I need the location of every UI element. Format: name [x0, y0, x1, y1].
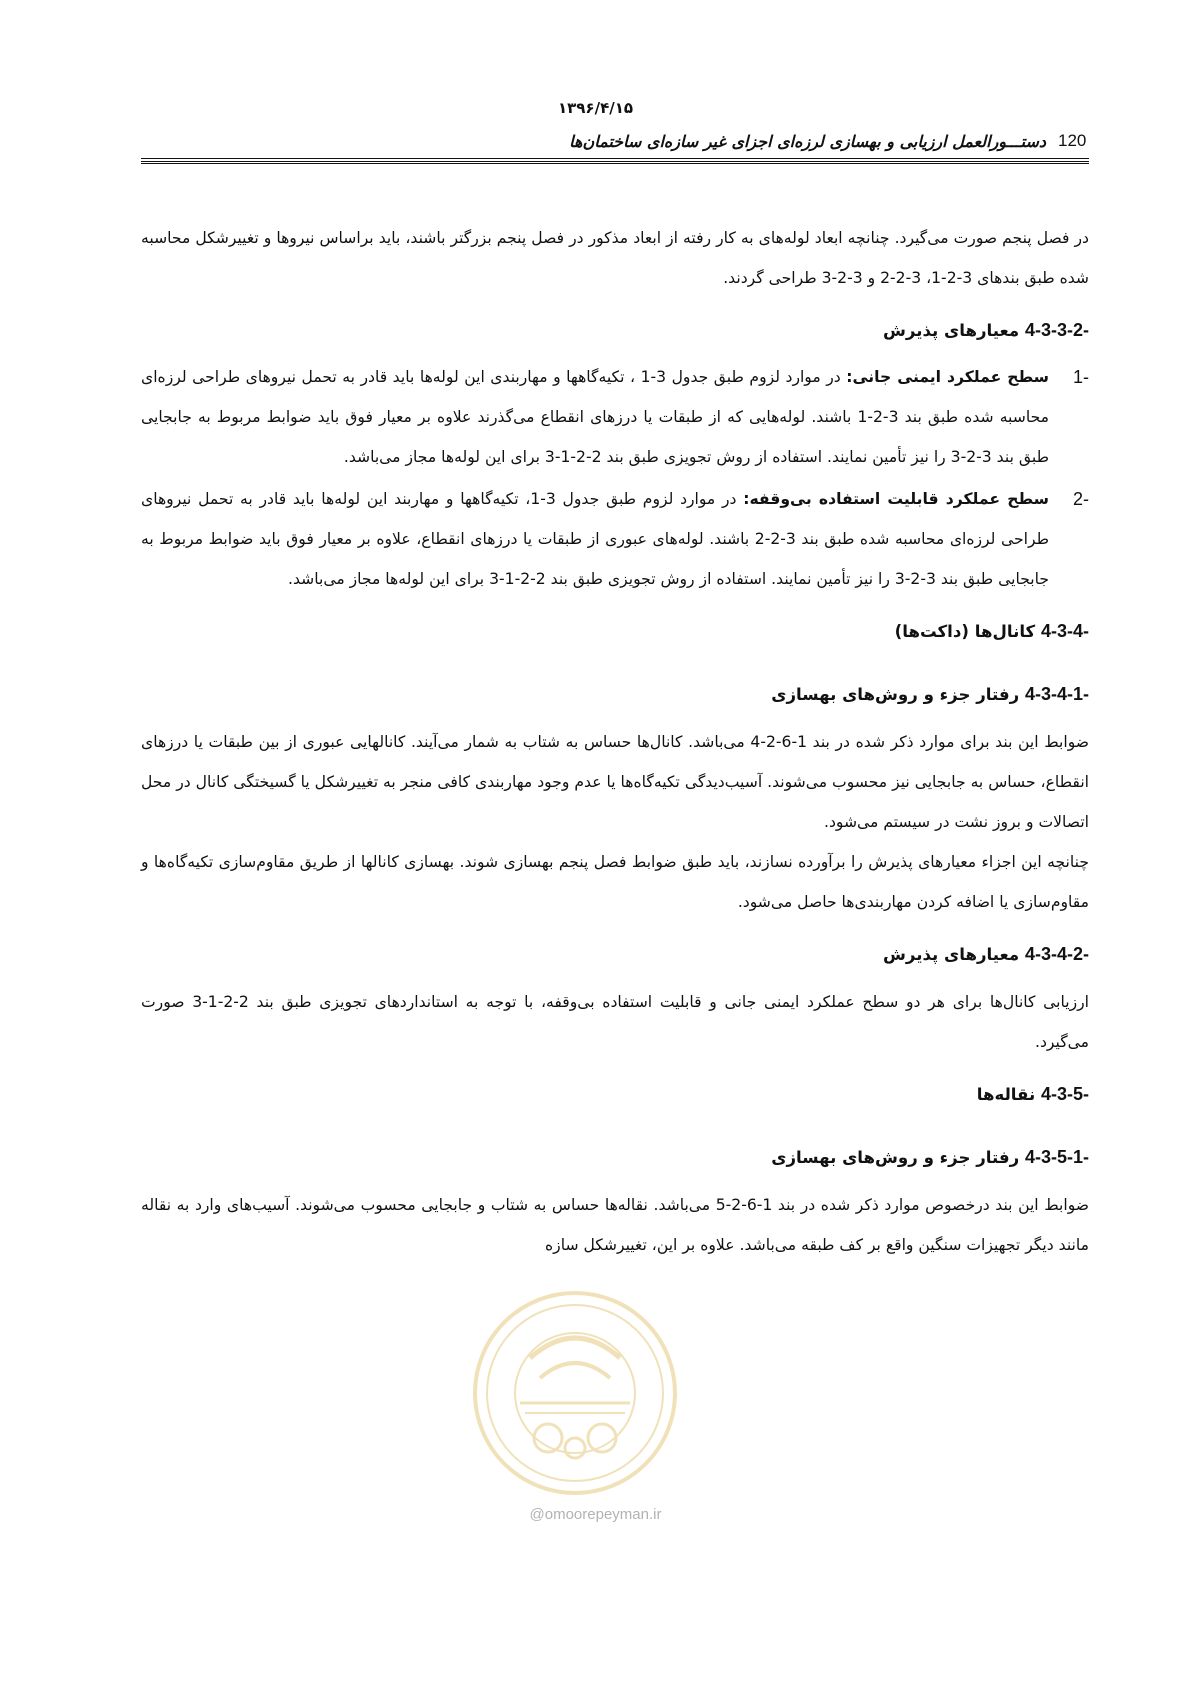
section-title: رفتار جزء و روش‌های بهسازی: [771, 685, 1020, 704]
list-item-text: در موارد لزوم طبق جدول 3-1 ، تکیه‌گاهها و مهاربندی این لوله‌ها باید قادر به تحمل نیروهای طراحی لرزه‌ای محاسبه شده طبق بند 3-2-1 باشند. لوله‌هایی که از طبقات یا درزهای انقطاع می‌گذرند علاوه بر معیار فوق باید ضوابط مربوط به جابجایی طبق بند 3-2-3 را نیز تأمین نمایند. استفاده از روش تجویزی طبق بند 2-2-1-3 برای این لوله‌ها مجاز می‌باشد.: [141, 368, 1049, 466]
header-date: ۱۳۹۶/۴/۱۵: [557, 99, 634, 117]
section-number: 4-3-4-1-: [1024, 684, 1089, 704]
section-number: 4-3-3-2-: [1024, 320, 1089, 340]
list-item: [141, 479, 1089, 599]
list-marker: 1-: [1072, 367, 1089, 387]
header-divider: [141, 158, 1089, 164]
section-number: 4-3-5-: [1040, 1084, 1089, 1104]
list-item-lead: سطح عملکرد قابلیت استفاده بی‌وقفه:: [743, 490, 1049, 508]
body-paragraph: ضوابط این بند درخصوص موارد ذکر شده در بند 1-6-2-5 می‌باشد. نقاله‌ها حساس به شتاب و جابجایی محسوب می‌شوند. آسیب‌های وارد به نقاله مانند دیگر تجهیزات سنگین واقع بر کف طبقه می‌باشد. علاوه بر این، تغییرشکل سازه: [141, 1196, 1089, 1254]
section-heading: [141, 674, 1089, 715]
watermark-stamp-logo: [470, 1288, 680, 1498]
list-item: [141, 357, 1089, 477]
section-title: نقاله‌ها: [976, 1085, 1036, 1104]
section-title: معیارهای پذیرش: [883, 945, 1020, 964]
watermark-site: @omoorepeyman.ir: [529, 1506, 662, 1523]
section-title: کانال‌ها (داکت‌ها): [894, 622, 1036, 641]
list-item-text: در موارد لزوم طبق جدول 3-1، تکیه‌گاهها و مهاربند این لوله‌ها باید قادر به تحمل نیروهای طراحی لرزه‌ای محاسبه شده طبق بند 3-2-2 باشند. لوله‌های عبوری از طبقات یا درزهای انقطاع، علاوه بر معیار فوق باید ضوابط مربوط به جابجایی طبق بند 3-2-3 را نیز تأمین نمایند. استفاده از روش تجویزی طبق بند 2-2-1-3 برای این لوله‌ها مجاز می‌باشد.: [141, 490, 1049, 588]
body-paragraph: ارزیابی کانال‌ها برای هر دو سطح عملکرد ایمنی جانی و قابلیت استفاده بی‌وقفه، با توجه به استانداردهای تجویزی طبق بند 2-2-1-3 صورت می‌گیرد.: [141, 993, 1089, 1051]
page-number: 120: [1058, 131, 1087, 150]
section-title: رفتار جزء و روش‌های بهسازی: [771, 1148, 1020, 1167]
header-title: دستـــورالعمل ارزیابی و بهسازی لرزه‌ای اجزای غیر سازه‌ای ساختمان‌ها: [569, 132, 1046, 151]
section-number: 4-3-4-: [1040, 621, 1089, 641]
section-heading: [141, 934, 1089, 975]
page-content: [141, 218, 1089, 1265]
criteria-list: [141, 357, 1089, 599]
section-number: 4-3-5-1-: [1024, 1147, 1089, 1167]
intro-paragraph: در فصل پنجم صورت می‌گیرد. چنانچه ابعاد لوله‌های به کار رفته از ابعاد مذکور در فصل پنجم بزرگتر باشند، باید براساس نیروها و تغییرشکل محاسبه شده طبق بندهای 3-2-1، 3-2-2 و 3-2-3 طراحی گردند.: [141, 229, 1089, 287]
body-paragraph: ضوابط این بند برای موارد ذکر شده در بند 1-6-2-4 می‌باشد. کانال‌ها حساس به شتاب به شمار می‌آیند. کانالهایی عبوری از بین طبقات یا درزهای انقطاع، حساس به جابجایی نیز محسوب می‌شوند. آسیب‌دیدگی تکیه‌گاه‌ها یا عدم وجود مهاربندی کافی منجر به تغییرشکل یا گسیختگی کانال در محل اتصالات و بروز نشت در سیستم می‌شود.: [141, 733, 1089, 831]
section-heading: [141, 611, 1089, 652]
list-marker: 2-: [1072, 489, 1089, 509]
section-heading: [141, 1137, 1089, 1178]
list-item-lead: سطح عملکرد ایمنی جانی:: [846, 368, 1049, 386]
section-title: معیارهای پذیرش: [883, 321, 1020, 340]
section-heading: [141, 310, 1089, 351]
section-number: 4-3-4-2-: [1024, 944, 1089, 964]
body-paragraph: چنانچه این اجزاء معیارهای پذیرش را برآورده نسازند، باید طبق ضوابط فصل پنجم بهسازی شوند. بهسازی کانالها از طریق مقاوم‌سازی تکیه‌گاه‌ها و مقاوم‌سازی یا اضافه کردن مهاربندی‌ها حاصل می‌شود.: [141, 853, 1089, 911]
section-heading: [141, 1074, 1089, 1115]
